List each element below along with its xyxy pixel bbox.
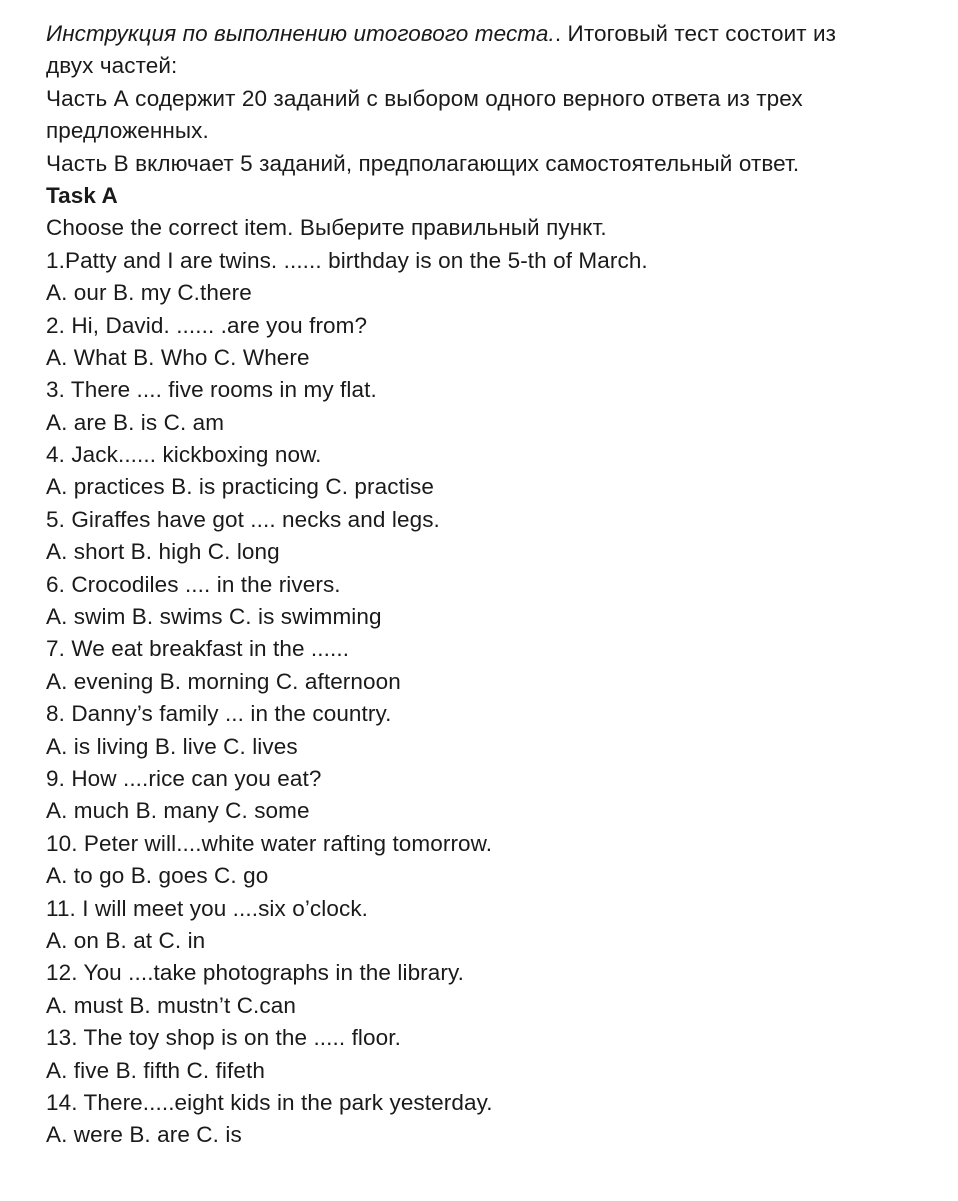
task-instruction: Choose the correct item. Выберите правильный пункт.	[46, 215, 607, 241]
answer-options: A. is living B. live C. lives	[46, 733, 298, 759]
answer-options: A. swim B. swims C. is swimming	[46, 604, 382, 630]
answer-options: A. What B. Who C. Where	[46, 344, 310, 370]
intro-heading-text: . Итоговый тест состоит из	[554, 21, 837, 46]
question-line: 2. Hi, David. ...... .are you from?	[46, 312, 368, 338]
task-title: Task A	[46, 182, 118, 208]
intro-line: Часть А содержит 20 заданий с выбором одного верного ответа из трех	[46, 85, 803, 111]
question-line: 1.Patty and I are twins. ...... birthday is on the 5-th of March.	[46, 247, 648, 273]
question-line: 10. Peter will....white water rafting tomorrow.	[46, 830, 493, 856]
intro-heading-line	[46, 18, 926, 50]
intro-line: предложенных.	[46, 118, 209, 144]
question-line: 6. Crocodiles .... in the rivers.	[46, 571, 341, 597]
question-line: 11. I will meet you ....six o’clock.	[46, 895, 369, 921]
question-line: 12. You ....take photographs in the library.	[46, 960, 465, 986]
answer-options: A. much B. many C. some	[46, 798, 310, 824]
answer-options: A. were B. are C. is	[46, 1122, 242, 1148]
question-line: 13. The toy shop is on the ..... floor.	[46, 1025, 401, 1051]
answer-options: A. evening B. morning C. afternoon	[46, 668, 401, 694]
answer-options: A. our B. my C.there	[46, 280, 252, 306]
answer-options: A. on B. at C. in	[46, 927, 206, 953]
test-document	[46, 18, 926, 1152]
question-line: 7. We eat breakfast in the ......	[46, 636, 350, 662]
answer-options: A. practices B. is practicing C. practise	[46, 474, 434, 500]
answer-options: A. to go B. goes C. go	[46, 863, 269, 889]
question-line: 8. Danny’s family ... in the country.	[46, 701, 392, 727]
intro-line: двух частей:	[46, 53, 178, 79]
intro-line: Часть В включает 5 заданий, предполагающих самостоятельный ответ.	[46, 150, 800, 176]
question-line: 5. Giraffes have got .... necks and legs.	[46, 506, 440, 532]
question-line: 3. There .... five rooms in my flat.	[46, 377, 377, 403]
question-line: 14. There.....eight kids in the park yesterday.	[46, 1089, 493, 1115]
question-line: 4. Jack...... kickboxing now.	[46, 442, 322, 468]
answer-options: A. must B. mustn’t C.can	[46, 992, 296, 1018]
question-line: 9. How ....rice can you eat?	[46, 765, 322, 791]
answer-options: A. are B. is C. am	[46, 409, 225, 435]
answer-options: A. short B. high C. long	[46, 539, 280, 565]
answer-options: A. five B. fifth C. fifeth	[46, 1057, 265, 1083]
intro-heading-title: Инструкция по выполнению итогового теста.	[46, 21, 555, 46]
